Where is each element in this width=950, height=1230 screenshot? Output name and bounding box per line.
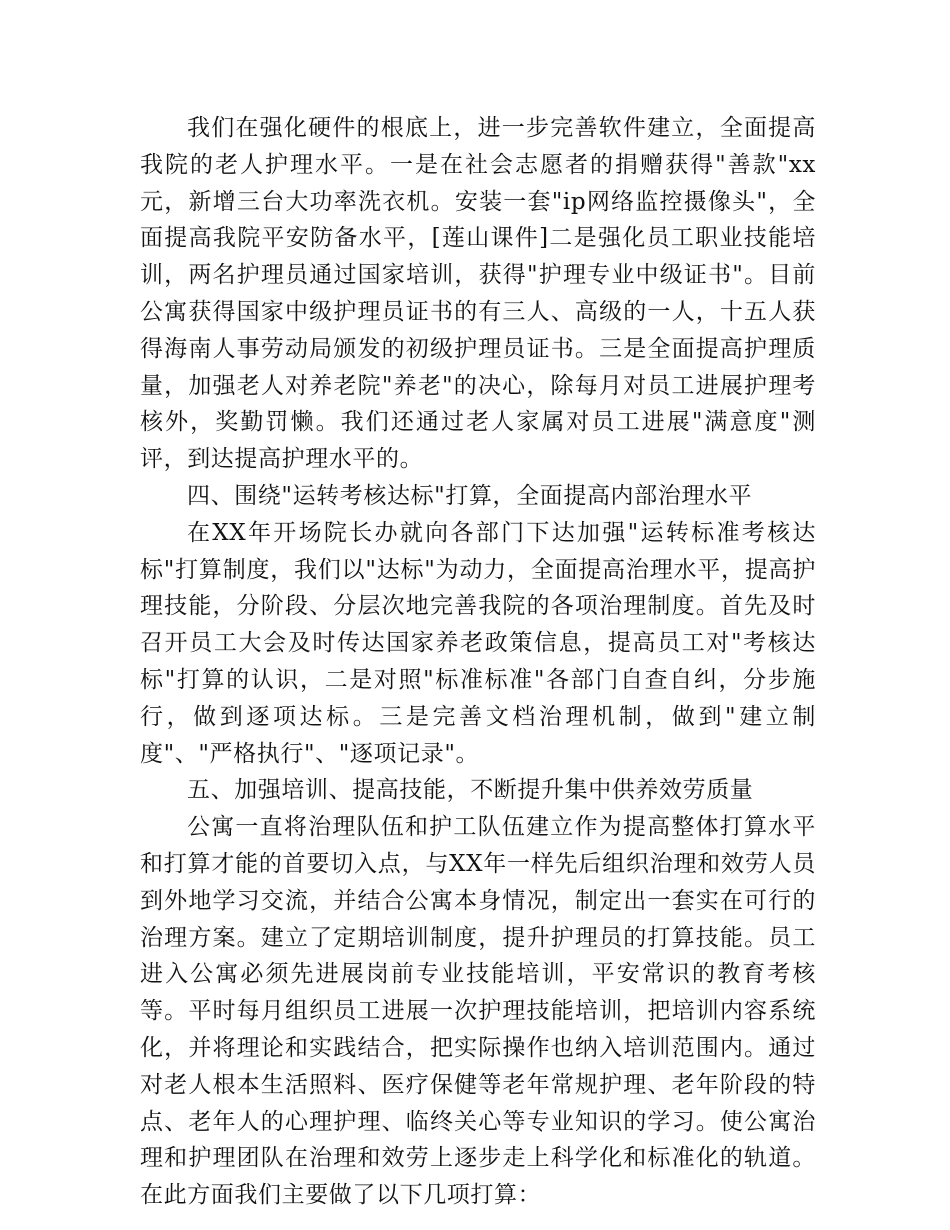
- paragraph-assessment: 在XX年开场院长办就向各部门下达加强"运转标准考核达标"打算制度，我们以"达标"为动力，全面提高治理水平，提高护理技能，分阶段、分层次地完善我院的各项治理制度。首先及时召开员工大会及时传达国家养老政策信息，提高员工对"考核达标"打算的认识，二是对照"标准标准"各部门自查自纠，分步施行，做到逐项达标。三是完善文档治理机制，做到"建立制度"、"严格执行"、"逐项记录"。: [140, 519, 816, 767]
- paragraph-training: 公寓一直将治理队伍和护工队伍建立作为提高整体打算水平和打算才能的首要切入点，与XX年一样先后组织治理和效劳人员到外地学习交流，并结合公寓本身情况，制定出一套实在可行的治理方案。建立了定期培训制度，提升护理员的打算技能。员工进入公寓必须先进展岗前专业技能培训，平安常识的教育考核等。平时每月组织员工进展一次护理技能培训，把培训内容系统化，并将理论和实践结合，把实际操作也纳入培训范围内。通过对老人根本生活照料、医疗保健等老年常规护理、老年阶段的特点、老年人的心理护理、临终关心等专业知识的学习。使公寓治理和护理团队在治理和效劳上逐步走上科学化和标准化的轨道。在此方面我们主要做了以下几项打算：: [140, 814, 816, 1209]
- paragraph-hardware-software: 我们在强化硬件的根底上，进一步完善软件建立，全面提高我院的老人护理水平。一是在社会志愿者的捐赠获得"善款"xx元，新增三台大功率洗衣机。安装一套"ip网络监控摄像头"，全面提高我院平安防备水平，[莲山课件]二是强化员工职业技能培训，两名护理员通过国家培训，获得"护理专业中级证书"。目前公寓获得国家中级护理员证书的有三人、高级的一人，十五人获得海南人事劳动局颁发的初级护理员证书。三是全面提高护理质量，加强老人对养老院"养老"的决心，除每月对员工进展护理考核外，奖勤罚懒。我们还通过老人家属对员工进展"满意度"测评，到达提高护理水平的。: [140, 115, 816, 473]
- section-heading-five: 五、加强培训、提高技能，不断提升集中供养效劳质量: [187, 777, 754, 804]
- section-heading-four: 四、围绕"运转考核达标"打算，全面提高内部治理水平: [187, 482, 753, 509]
- document-body: [140, 110, 816, 1214]
